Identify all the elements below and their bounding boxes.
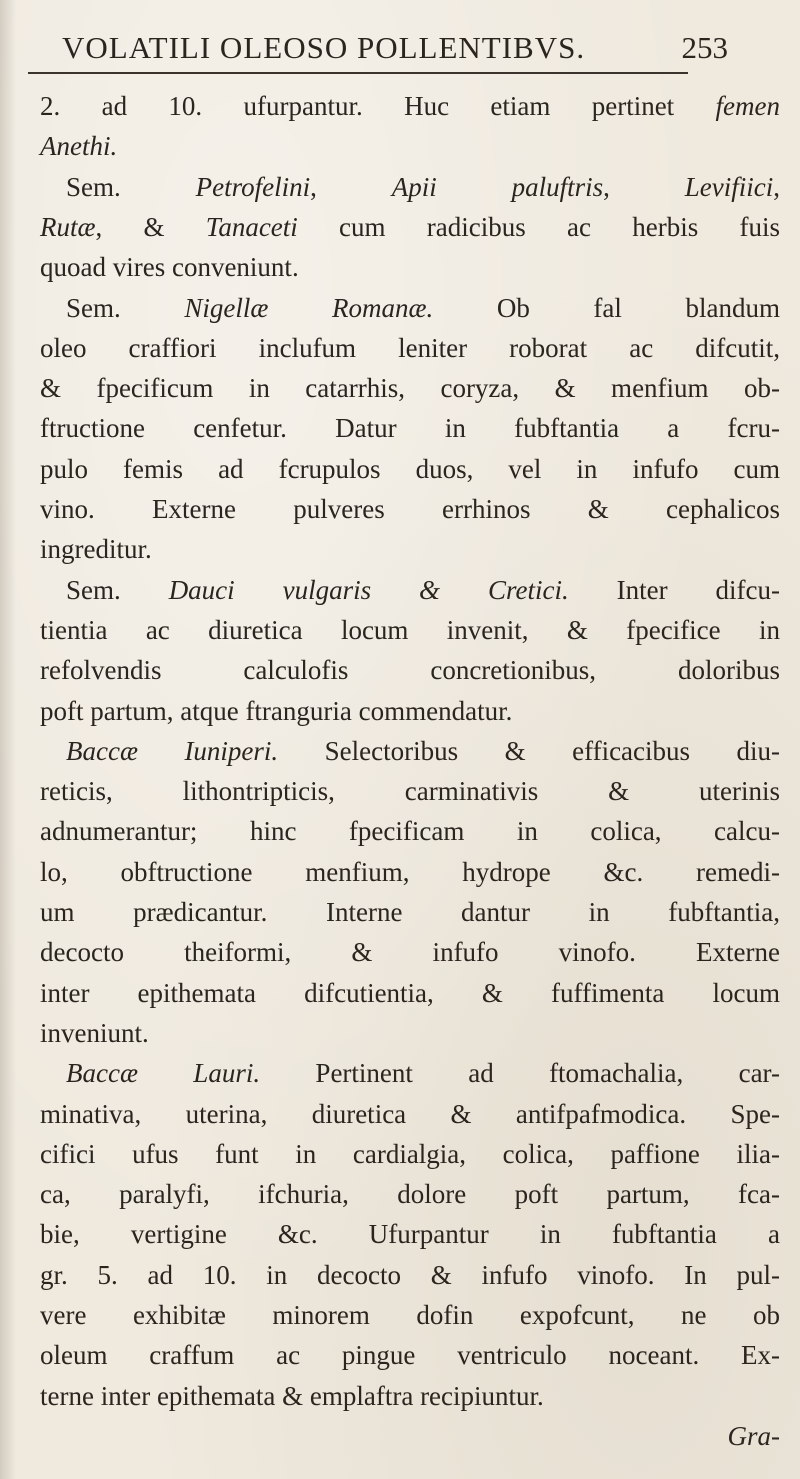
text-line — [40, 1174, 780, 1214]
text-run: Sem. — [66, 171, 196, 202]
text-line — [40, 1094, 780, 1134]
text-run: , — [773, 171, 780, 202]
text-line — [40, 489, 780, 529]
text-run: ftructione cenfetur. Datur in fubftantia a fcru- — [40, 413, 780, 444]
text-line — [40, 1013, 780, 1053]
text-line — [40, 691, 780, 731]
text-run: bie, vertigine &c. Ufurpantur in fubftantia a — [40, 1219, 780, 1250]
text-run: vino. Externe pulveres errhinos & cephalicos — [40, 494, 780, 524]
text-line — [40, 86, 780, 126]
running-head: VOLATILI OLEOSO POLLENTIBVS. — [62, 30, 586, 65]
text-run: Sem. — [66, 292, 185, 323]
text-run: Inter difcu- — [568, 574, 780, 605]
text-line — [40, 1295, 780, 1335]
text-line — [66, 731, 780, 771]
text-run: vere exhibitæ minorem dofin expofcunt, ne ob — [40, 1300, 780, 1330]
italic-term: Nigellæ Romanæ. — [184, 292, 434, 323]
text-line — [40, 1214, 780, 1254]
text-line — [40, 1335, 780, 1375]
text-line — [40, 207, 780, 247]
text-run: 2. ad 10. ufurpantur. Huc etiam pertinet — [40, 91, 716, 121]
text-line — [40, 408, 780, 448]
text-line — [40, 449, 780, 489]
text-run: inter epithemata difcutientia, & fuffimenta locum — [40, 977, 780, 1008]
text-run: cum radicibus ac herbis fuis — [297, 211, 780, 242]
text-line — [40, 610, 780, 650]
text-line — [40, 650, 780, 690]
catchword: Gra- — [727, 1420, 780, 1451]
text-run: refolvendis calculofis concretionibus, doloribus — [40, 655, 780, 686]
text-run: tientia ac diuretica locum invenit, & fpecifice in — [40, 614, 780, 645]
text-run: , — [310, 171, 392, 202]
text-run: ingreditur. — [40, 534, 152, 565]
text-run: terne inter epithemata & emplaftra recipiuntur. — [40, 1380, 544, 1411]
text-run: , — [603, 171, 685, 202]
text-line — [40, 529, 780, 569]
text-line — [40, 892, 780, 932]
text-run: ca, paralyfi, ifchuria, dolore poft partum, fca- — [40, 1179, 780, 1210]
text-run: Pertinent ad ftomachalia, car- — [260, 1058, 780, 1089]
text-line — [40, 368, 780, 408]
italic-term: femen — [715, 91, 780, 121]
text-run: um prædicantur. Interne dantur in fubftantia, — [40, 897, 780, 927]
italic-term: Petrofelini — [195, 171, 311, 202]
text-line — [40, 811, 780, 851]
italic-term: Apii paluftris — [391, 171, 604, 202]
text-run: & fpecificum in catarrhis, coryza, & menfium ob- — [40, 373, 780, 404]
text-line — [66, 288, 780, 328]
text-line — [40, 126, 780, 166]
text-run: , & — [95, 211, 206, 242]
text-run: gr. 5. ad 10. in decocto & infufo vinofo. In pul- — [40, 1259, 780, 1290]
text-run: Ob fal blandum — [433, 292, 780, 323]
text-line — [40, 771, 780, 811]
page-number: 253 — [681, 30, 728, 65]
italic-term: Baccæ Iuniperi. — [66, 735, 279, 766]
text-run: Sem. — [66, 574, 169, 605]
text-run: inveniunt. — [40, 1017, 149, 1048]
header-rule — [28, 72, 688, 74]
text-run: quoad vires conveniunt. — [40, 252, 299, 283]
text-line — [66, 1053, 780, 1093]
page-header — [62, 30, 728, 72]
text-line — [40, 1255, 780, 1295]
text-line — [40, 932, 780, 972]
italic-term: Rutæ — [40, 211, 96, 242]
text-run: cifici ufus funt in cardialgia, colica, paffione ilia- — [40, 1138, 780, 1169]
text-line — [40, 328, 780, 368]
text-line — [40, 852, 780, 892]
text-run: pulo femis ad fcrupulos duos, vel in infufo cum — [40, 453, 780, 484]
text-line — [40, 973, 780, 1013]
italic-term: Tanaceti — [205, 211, 298, 242]
text-run: poft partum, atque ftranguria commendatur. — [40, 695, 513, 726]
page-gutter-shadow — [0, 0, 16, 1479]
text-run: lo, obftructione menfium, hydrope &c. remedi- — [40, 856, 780, 887]
text-run: minativa, uterina, diuretica & antifpafmodica. Spe- — [40, 1098, 780, 1129]
text-run: Selectoribus & efficacibus diu- — [278, 735, 780, 766]
text-run: reticis, lithontripticis, carminativis & uterinis — [40, 776, 780, 807]
italic-term: Dauci vulgaris & Cretici. — [168, 574, 569, 605]
text-line — [66, 570, 780, 610]
text-run: oleum craffum ac pingue ventriculo noceant. Ex- — [40, 1340, 780, 1371]
italic-term: Anethi. — [40, 131, 118, 162]
text-line — [66, 167, 780, 207]
text-run: oleo craffiori inclufum leniter roborat ac difcutit, — [40, 332, 780, 363]
text-run: decocto theiformi, & infufo vinofo. Externe — [40, 937, 780, 968]
italic-term: Levifiici — [684, 171, 774, 202]
text-run: adnumerantur; hinc fpecificam in colica, calcu- — [40, 816, 780, 847]
text-line — [40, 1134, 780, 1174]
italic-term: Baccæ Lauri. — [66, 1058, 261, 1089]
text-line — [40, 1376, 780, 1416]
catchword-line — [40, 1416, 780, 1456]
text-line — [40, 247, 780, 287]
